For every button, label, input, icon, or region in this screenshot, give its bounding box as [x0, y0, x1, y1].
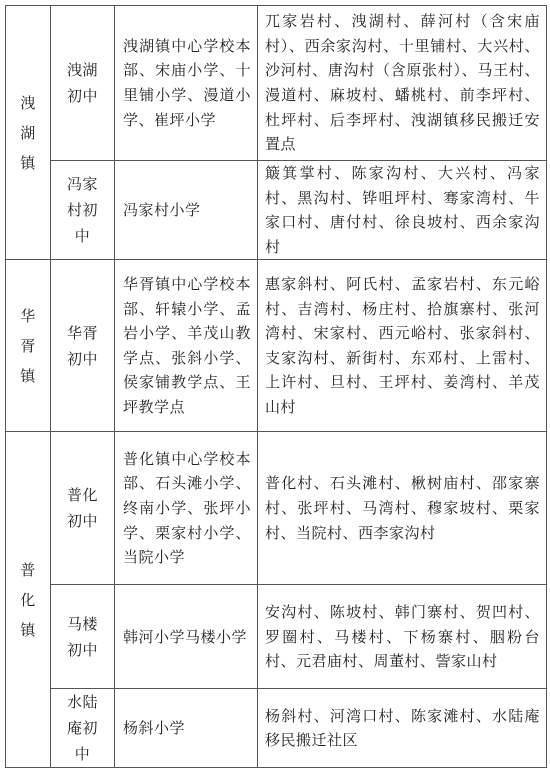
junior-school-cell: 洩湖初中: [51, 6, 115, 161]
primary-schools-cell: 冯家村小学: [115, 161, 258, 260]
town-cell: 普化镇: [6, 432, 51, 768]
primary-schools-cell: 洩湖镇中心学校本部、宋庙小学、十里铺小学、漫道小学、崔坪小学: [115, 6, 258, 161]
table-row: [6, 689, 547, 768]
primary-schools-cell: 普化镇中心学校本部、石头滩小学、终南小学、张坪小学、栗家村小学、当院小学: [115, 432, 258, 585]
table-row: [6, 161, 547, 260]
junior-school-cell: 华胥初中: [51, 260, 115, 432]
villages-cell: 兀家岩村、洩湖村、薛河村（含宋庙村）、西余家沟村、十里铺村、大兴村、沙河村、唐沟村（含原张村）、马王村、漫道村、麻坡村、蟠桃村、前李坪村、杜坪村、后李坪村、洩湖镇移民搬迁安置点: [258, 6, 547, 161]
junior-school-cell: 冯家村初中: [51, 161, 115, 260]
table-row: [6, 6, 547, 161]
villages-cell: 普化村、石头滩村、楸树庙村、邵家寨村、张坪村、马湾村、穆家坡村、栗家村、当院村、西李家沟村: [258, 432, 547, 585]
junior-school-cell: 普化初中: [51, 432, 115, 585]
table-row: [6, 260, 547, 432]
table-row: [6, 432, 547, 585]
villages-cell: 杨斜村、河湾口村、陈家滩村、水陆庵移民搬迁社区: [258, 689, 547, 768]
school-district-table: [5, 5, 547, 768]
primary-schools-cell: 杨斜小学: [115, 689, 258, 768]
primary-schools-cell: 华胥镇中心学校本部、轩辕小学、孟岩小学、羊茂山教学点、张斜小学、侯家铺教学点、王坪教学点: [115, 260, 258, 432]
villages-cell: 安沟村、陈坡村、韩门寨村、贺凹村、罗圈村、马楼村、下杨寨村、胭粉台村、元君庙村、周董村、訾家山村: [258, 585, 547, 689]
junior-school-cell: 马楼初中: [51, 585, 115, 689]
table-row: [6, 585, 547, 689]
villages-cell: 簸箕掌村、陈家沟村、大兴村、冯家村、黑沟村、铧咀坪村、骞家湾村、牛家口村、唐付村、徐良坡村、西余家沟村: [258, 161, 547, 260]
town-cell: 华胥镇: [6, 260, 51, 432]
primary-schools-cell: 韩河小学马楼小学: [115, 585, 258, 689]
junior-school-cell: 水陆庵初中: [51, 689, 115, 768]
villages-cell: 惠家斜村、阿氏村、孟家岩村、东元峪村、吉湾村、杨庄村、拾旗寨村、张河湾村、宋家村、西元峪村、张家斜村、支家沟村、新街村、东邓村、上雷村、上许村、旦村、王坪村、姜湾村、羊茂山村: [258, 260, 547, 432]
town-cell: 洩湖镇: [6, 6, 51, 260]
